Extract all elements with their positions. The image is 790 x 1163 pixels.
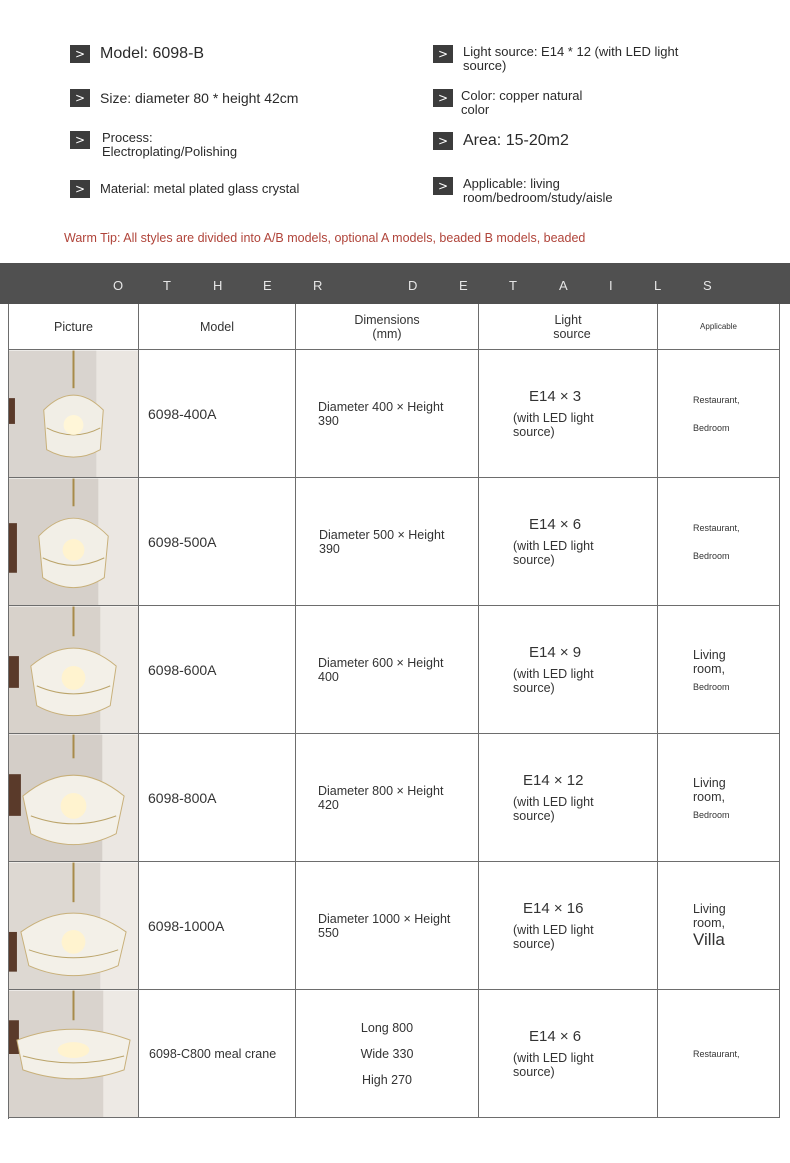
- details-table: [8, 304, 779, 1119]
- banner-letter: A: [559, 278, 568, 293]
- light-note-2: source): [513, 553, 555, 567]
- dim-line1: Diameter 500 × Height: [319, 527, 445, 542]
- row-dimensions: [296, 734, 479, 862]
- row-applicable: [658, 350, 780, 478]
- light-note-2: source): [513, 1065, 555, 1079]
- banner-letter: R: [313, 278, 323, 293]
- dim-line1: Diameter 800 × Height: [318, 783, 444, 798]
- light-note-2: source): [513, 681, 555, 695]
- light-note-1: (with LED light: [513, 411, 594, 425]
- arrow-icon: >: [433, 45, 453, 63]
- row-applicable: [658, 478, 780, 606]
- chandelier-image: [9, 478, 138, 606]
- row-model: 6098-C800 meal crane: [139, 990, 296, 1118]
- chandelier-image: [9, 862, 138, 990]
- warm-tip: Warm Tip: All styles are divided into A/B models, optional A models, beaded B models, beaded: [64, 231, 586, 245]
- spec-light-line2: source): [463, 58, 507, 73]
- arrow-icon: >: [433, 132, 453, 150]
- app-line1: Living: [693, 647, 726, 662]
- dim-line1: Diameter 600 × Height: [318, 655, 444, 670]
- app-line2: Bedroom: [693, 550, 730, 561]
- row-applicable: [658, 734, 780, 862]
- dim-line1: Diameter 400 × Height: [318, 399, 444, 414]
- app-line1b: room,: [693, 916, 725, 930]
- row-light-source: [479, 734, 658, 862]
- row-applicable: [658, 990, 780, 1118]
- chandelier-image: [9, 734, 138, 862]
- row-light-source: [479, 478, 658, 606]
- banner-letter: H: [213, 278, 223, 293]
- light-note-1: (with LED light: [513, 1051, 594, 1065]
- banner-letter: L: [654, 278, 662, 293]
- app-line1: Living: [693, 902, 726, 916]
- spec-color-text: [461, 89, 582, 117]
- spec-process-line2: Electroplating/Polishing: [102, 144, 238, 159]
- spec-size: [70, 89, 298, 107]
- spec-size-text: Size: diameter 80 * height 42cm: [100, 90, 299, 106]
- arrow-icon: >: [70, 131, 90, 149]
- row-model: 6098-800A: [139, 734, 296, 862]
- dim-line1: Diameter 1000 × Height: [318, 911, 451, 926]
- spec-color: [433, 89, 582, 117]
- app-line2: Bedroom: [693, 681, 730, 692]
- light-note-2: source): [513, 809, 555, 823]
- dim-line3: High 270: [361, 1072, 413, 1087]
- row-dimensions: [296, 350, 479, 478]
- light-count: E14 × 3: [529, 388, 582, 405]
- spec-area: [433, 132, 569, 150]
- app-line1b: room,: [693, 789, 725, 804]
- banner-letter: S: [703, 278, 712, 293]
- light-note-1: (with LED light: [513, 795, 594, 809]
- spec-area-text: Area: 15-20m2: [463, 132, 569, 149]
- spec-model: [70, 45, 204, 63]
- row-light-source: [479, 862, 658, 990]
- header-light-line1: Light: [554, 312, 582, 327]
- dim-line2: 390: [319, 541, 340, 556]
- arrow-icon: >: [70, 45, 90, 63]
- row-model: 6098-1000A: [139, 862, 296, 990]
- light-note-2: source): [513, 425, 555, 439]
- light-note-1: (with LED light: [513, 539, 594, 553]
- row-light-source: [479, 350, 658, 478]
- chandelier-photo: [9, 990, 139, 1118]
- arrow-icon: >: [433, 89, 453, 107]
- row-dimensions: [296, 478, 479, 606]
- row-model: 6098-500A: [139, 478, 296, 606]
- other-details-banner: [0, 263, 790, 304]
- app-line1: Restaurant,: [693, 1048, 740, 1059]
- app-line1: Restaurant,: [693, 522, 740, 533]
- dim-line2: 400: [318, 669, 339, 684]
- spec-material-text: Material: metal plated glass crystal: [100, 181, 300, 196]
- chandelier-image: [9, 350, 138, 478]
- app-line1: Restaurant,: [693, 394, 740, 405]
- spec-applicable-text: [463, 177, 613, 205]
- spec-process: [70, 131, 237, 159]
- light-count: E14 × 6: [529, 1028, 582, 1045]
- chandelier-photo: [9, 734, 139, 862]
- spec-light-source: [433, 45, 678, 73]
- light-note-1: (with LED light: [513, 923, 594, 937]
- spec-applicable-line1: Applicable: living: [463, 176, 560, 191]
- light-count: E14 × 12: [523, 772, 584, 789]
- header-dimensions-line1: Dimensions: [354, 312, 420, 327]
- spec-light-source-text: [463, 45, 678, 73]
- row-dimensions: [296, 862, 479, 990]
- light-count: E14 × 16: [523, 900, 584, 917]
- app-line1: Living: [693, 775, 726, 790]
- row-model: 6098-400A: [139, 350, 296, 478]
- dim-line2: 420: [318, 797, 339, 812]
- light-note-1: (with LED light: [513, 667, 594, 681]
- header-picture: Picture: [9, 304, 139, 350]
- row-applicable: [658, 862, 780, 990]
- row-dimensions: [296, 990, 479, 1118]
- row-applicable: [658, 606, 780, 734]
- app-line2: Bedroom: [693, 809, 730, 820]
- banner-letter: E: [459, 278, 468, 293]
- dim-line2: 390: [318, 413, 339, 428]
- spec-applicable-line2: room/bedroom/study/aisle: [463, 190, 613, 205]
- banner-letter: T: [509, 278, 517, 293]
- spec-color-line2: color: [461, 102, 490, 117]
- chandelier-photo: [9, 478, 139, 606]
- header-dimensions: [296, 304, 479, 350]
- banner-letter: E: [263, 278, 272, 293]
- row-dimensions: [296, 606, 479, 734]
- light-count: E14 × 9: [529, 644, 582, 661]
- dim-line2: 550: [318, 925, 339, 940]
- spec-model-text: Model: 6098-B: [100, 45, 205, 62]
- header-light-line2: source: [553, 326, 591, 341]
- app-line2: Villa: [693, 930, 725, 949]
- row-light-source: [479, 990, 658, 1118]
- light-count: E14 × 6: [529, 516, 582, 533]
- spec-applicable: [433, 177, 613, 205]
- spec-color-line1: Color: copper natural: [461, 88, 583, 103]
- chandelier-image: [9, 990, 138, 1118]
- app-line2: Bedroom: [693, 422, 730, 433]
- row-light-source: [479, 606, 658, 734]
- spec-light-line1: Light source: E14 * 12 (with LED light: [463, 44, 679, 59]
- light-note-2: source): [513, 937, 555, 951]
- banner-letter: D: [408, 278, 418, 293]
- dim-line2: Wide 330: [360, 1046, 414, 1061]
- chandelier-image: [9, 606, 138, 734]
- dim-line1: Long 800: [360, 1020, 414, 1035]
- arrow-icon: >: [70, 89, 90, 107]
- header-dimensions-line2: (mm): [372, 326, 402, 341]
- chandelier-photo: [9, 350, 139, 478]
- spec-material: [70, 180, 299, 198]
- header-light-source: [479, 304, 658, 350]
- banner-letter: O: [113, 278, 124, 293]
- banner-letter: T: [163, 278, 171, 293]
- spec-process-text: [102, 131, 237, 159]
- spec-process-line1: Process:: [102, 130, 153, 145]
- header-model: Model: [139, 304, 296, 350]
- row-model: 6098-600A: [139, 606, 296, 734]
- app-line1b: room,: [693, 661, 725, 676]
- header-applicable: Applicable: [658, 304, 780, 350]
- chandelier-photo: [9, 862, 139, 990]
- arrow-icon: >: [70, 180, 90, 198]
- chandelier-photo: [9, 606, 139, 734]
- arrow-icon: >: [433, 177, 453, 195]
- banner-letter: I: [609, 278, 613, 293]
